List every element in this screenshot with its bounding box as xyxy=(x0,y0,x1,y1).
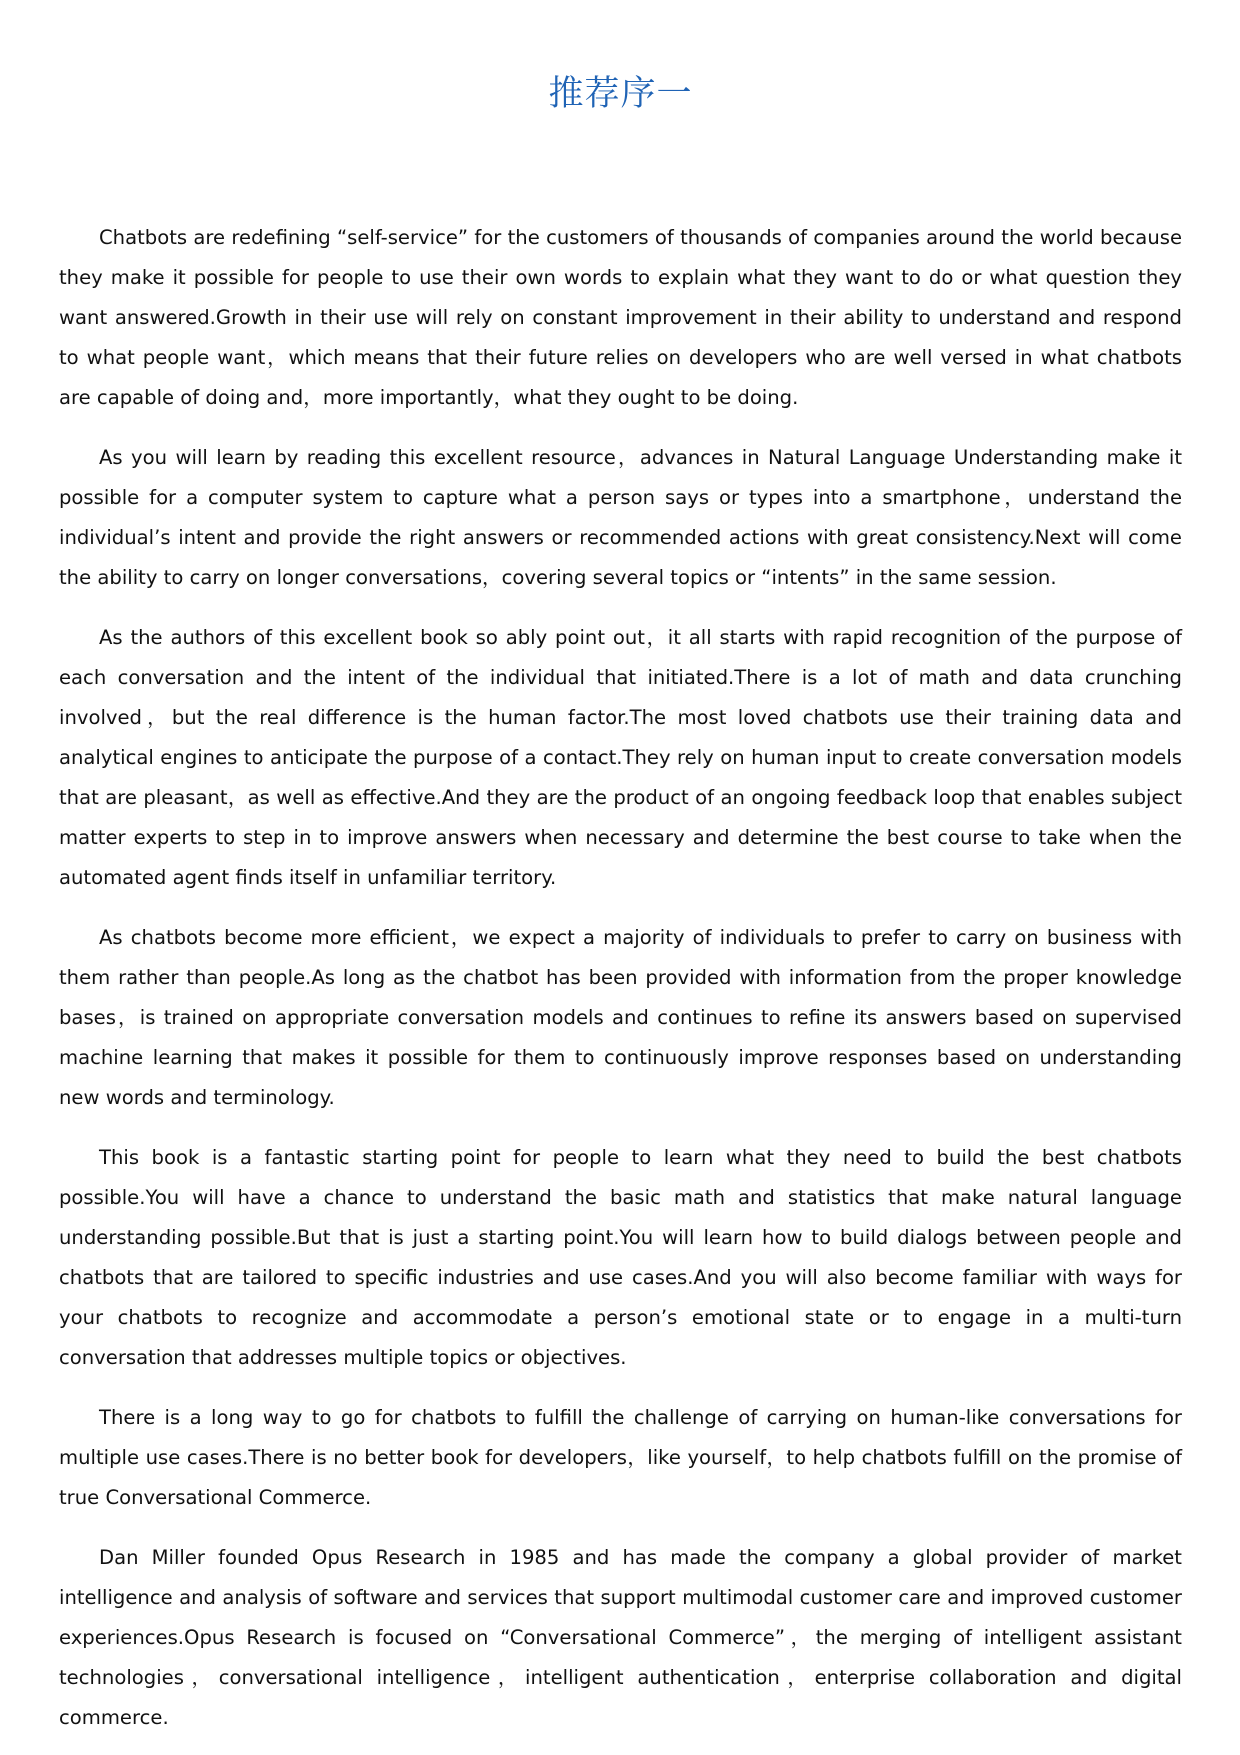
author-bio-paragraph: Dan Miller founded Opus Research in 1985 and has made the company a global provider of market intelligence and analysis of software and services that support multimodal customer care and improved customer experiences.Opus Research is focused on “Conversational Commerce”，the merging of intelligent assistant technologies，conversational intelligence，intelligent authentication，enterprise collaboration and digital commerce. xyxy=(59,1546,1182,1729)
document-body xyxy=(59,218,1182,1738)
paragraph: As chatbots become more efficient，we expect a majority of individuals to prefer to carry on business with them rather than people.As long as the chatbot has been provided with information from the proper knowledge bases，is trained on appropriate conversation models and continues to refine its answers based on supervised machine learning that makes it possible for them to continuously improve responses based on understanding new words and terminology. xyxy=(59,926,1182,1109)
paragraph: There is a long way to go for chatbots to fulfill the challenge of carrying on human-like conversations for multiple use cases.There is no better book for developers，like yourself，to help chatbots fulfill on the promise of true Conversational Commerce. xyxy=(59,1406,1182,1509)
paragraph: As you will learn by reading this excellent resource，advances in Natural Language Understanding make it possible for a computer system to capture what a person says or types into a smartphone，understand the individual’s intent and provide the right answers or recommended actions with great consistency.Next will come the ability to carry on longer conversations，covering several topics or “intents” in the same session. xyxy=(59,446,1182,589)
paragraph: As the authors of this excellent book so ably point out，it all starts with rapid recognition of the purpose of each conversation and the intent of the individual that initiated.There is a lot of math and data crunching involved，but the real difference is the human factor.The most loved chatbots use their training data and analytical engines to anticipate the purpose of a contact.They rely on human input to create conversation models that are pleasant，as well as effective.And they are the product of an ongoing feedback loop that enables subject matter experts to step in to improve answers when necessary and determine the best course to take when the automated agent finds itself in unfamiliar territory. xyxy=(59,626,1182,889)
page-title: 推荐序一 xyxy=(548,74,693,114)
paragraph: Chatbots are redefining “self-service” for the customers of thousands of companies around the world because they make it possible for people to use their own words to explain what they want to do or what question they want answered.Growth in their use will rely on constant improvement in their ability to understand and respond to what people want，which means that their future relies on developers who are well versed in what chatbots are capable of doing and，more importantly，what they ought to be doing. xyxy=(59,226,1182,409)
paragraph: This book is a fantastic starting point for people to learn what they need to build the best chatbots possible.You will have a chance to understand the basic math and statistics that make natural language understanding possible.But that is just a starting point.You will learn how to build dialogs between people and chatbots that are tailored to specific industries and use cases.And you will also become familiar with ways for your chatbots to recognize and accommodate a person’s emotional state or to engage in a multi-turn conversation that addresses multiple topics or objectives. xyxy=(59,1146,1182,1369)
